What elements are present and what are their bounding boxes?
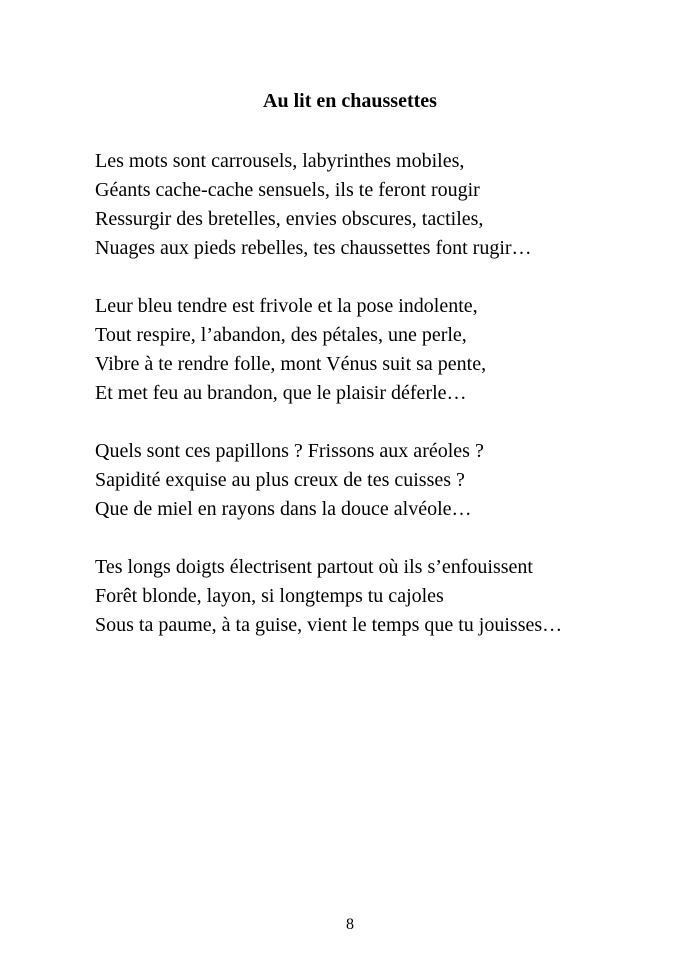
poem-line: Forêt blonde, layon, si longtemps tu cajoles <box>95 585 444 607</box>
poem-line: Nuages aux pieds rebelles, tes chaussettes font rugir… <box>95 237 532 259</box>
stanza-2 <box>95 292 675 408</box>
poem-line: Tes longs doigts électrisent partout où ils s’enfouissent <box>95 556 533 578</box>
poem-title: Au lit en chaussettes <box>263 90 437 112</box>
poem-line: Ressurgir des bretelles, envies obscures, tactiles, <box>95 208 484 230</box>
poem-line: Vibre à te rendre folle, mont Vénus suit sa pente, <box>95 353 487 375</box>
page-number: 8 <box>346 916 354 933</box>
stanza-1 <box>95 147 675 263</box>
stanza-4 <box>95 553 675 640</box>
poem-line: Leur bleu tendre est frivole et la pose indolente, <box>95 295 478 317</box>
poem-line: Les mots sont carrousels, labyrinthes mobiles, <box>95 150 465 172</box>
poem-line: Et met feu au brandon, que le plaisir déferle… <box>95 382 467 404</box>
stanza-3 <box>95 437 675 524</box>
poem-line: Sous ta paume, à ta guise, vient le temps que tu jouisses… <box>95 614 563 636</box>
poem-line: Sapidité exquise au plus creux de tes cuisses ? <box>95 469 465 491</box>
poem-line: Géants cache-cache sensuels, ils te feront rougir <box>95 179 480 201</box>
poem-line: Que de miel en rayons dans la douce alvéole… <box>95 498 472 520</box>
poem-line: Tout respire, l’abandon, des pétales, une perle, <box>95 324 467 346</box>
poem-body <box>95 147 675 669</box>
poem-line: Quels sont ces papillons ? Frissons aux aréoles ? <box>95 440 484 462</box>
